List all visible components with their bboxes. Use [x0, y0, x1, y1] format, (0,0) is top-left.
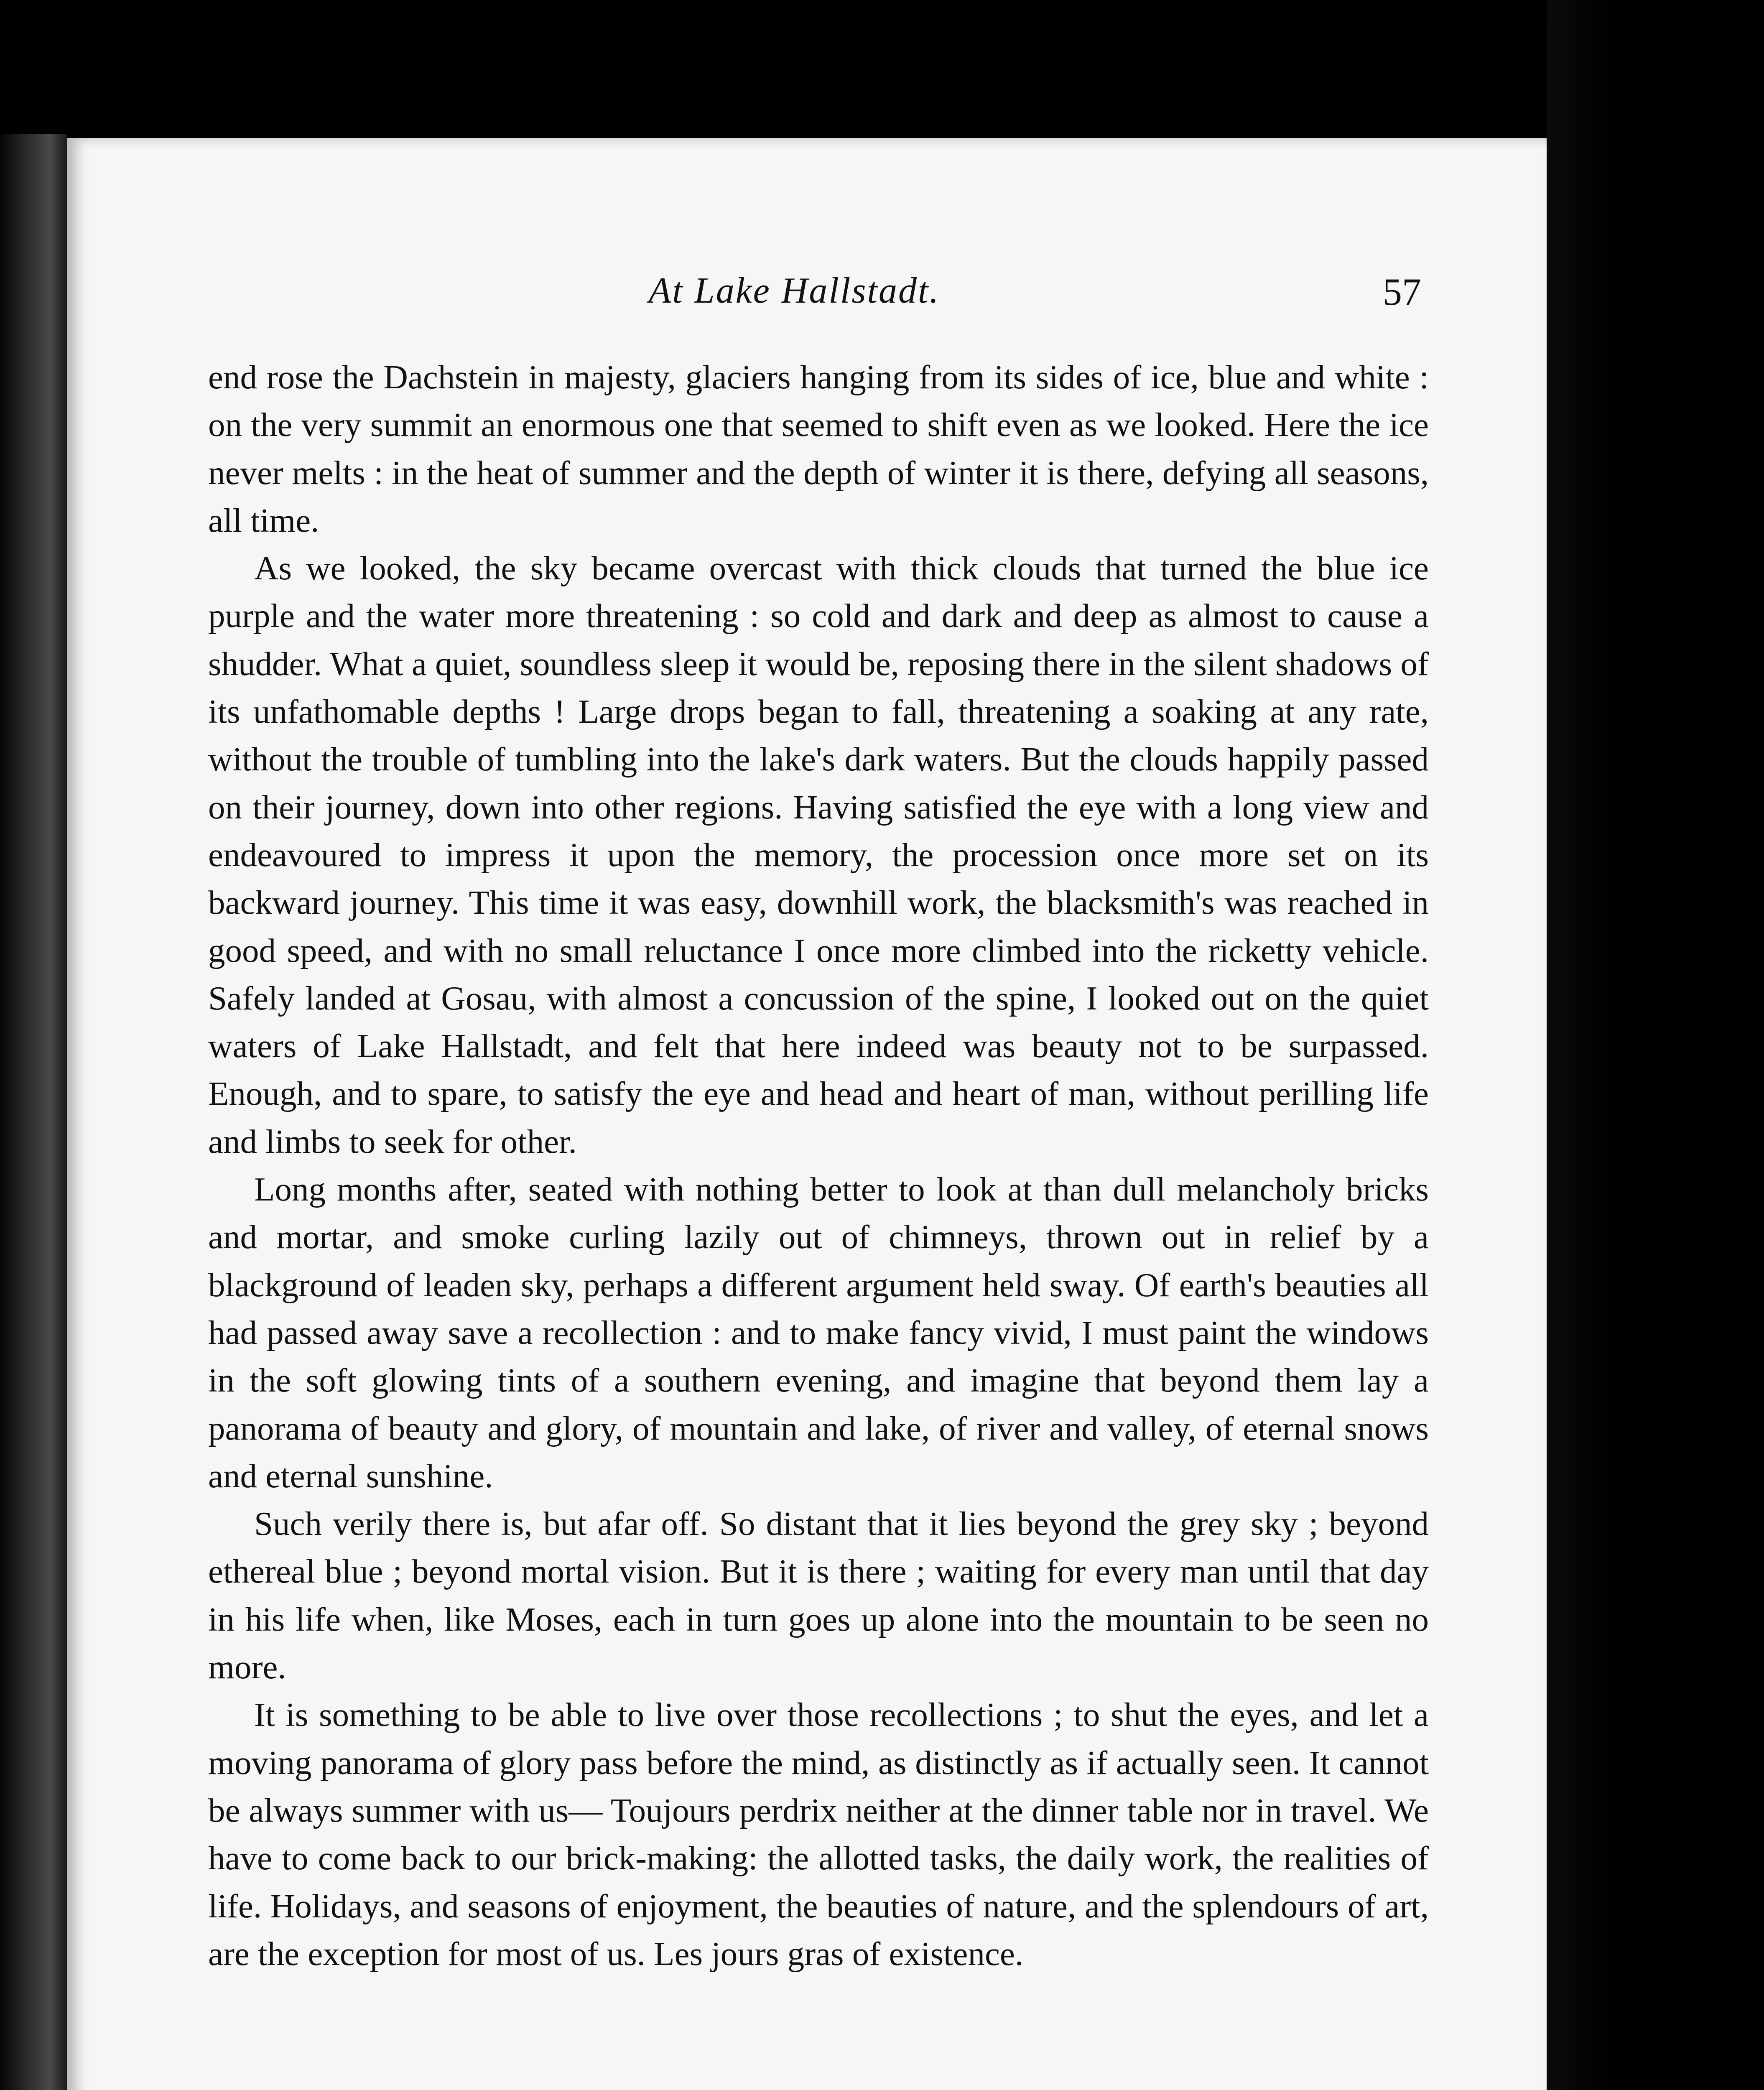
- paragraph: It is something to be able to live over those recollections ; to shut the eyes, and let a moving panorama of glory pass before the mind, as distinctly as if actually seen. It cannot be always summer with us— Toujours perdrix neither at the dinner table nor in travel. We have to come back to our brick-making: the allotted tasks, the daily work, the realities of life. Holidays, and seasons of enjoyment, the beauties of nature, and the splendours of art, are the exception for most of us. Les jours gras of existence.: [208, 1696, 1429, 1973]
- paragraph: Long months after, seated with nothing better to look at than dull melancholy bricks and mortar, and smoke curling lazily out of chimneys, thrown out in relief by a blackground of leaden sky, perhaps a different argument held sway. Of earth's beauties all had passed away save a recollection : and to make fancy vivid, I must paint the windows in the soft glowing tints of a southern evening, and imagine that beyond them lay a panorama of beauty and glory, of mountain and lake, of river and valley, of eternal snows and eternal sunshine.: [208, 1170, 1429, 1495]
- paragraph: Such verily there is, but afar off. So distant that it lies beyond the grey sky ; beyond ethereal blue ; beyond mortal vision. But it is there ; waiting for every man until that day in his life when, like Moses, each in turn goes up alone into the mountain to be seen no more.: [208, 1505, 1429, 1686]
- book-spine-edge: [0, 134, 67, 2090]
- book-right-edge-shadow: [1547, 0, 1764, 2090]
- paragraph: end rose the Dachstein in majesty, glaciers hanging from its sides of ice, blue and white : on the very summit an enormous one that seemed to shift even as we looked. Here the ice never melts : in the heat of summer and the depth of winter it is there, defying all seasons, all time.: [208, 358, 1429, 539]
- running-title: At Lake Hallstadt.: [648, 270, 940, 311]
- paragraph: As we looked, the sky became overcast with thick clouds that turned the blue ice purple and the water more threatening : so cold and dark and deep as almost to cause a shudder. What a quiet, soundless sleep it would be, reposing there in the silent shadows of its unfathomable depths ! Large drops began to fall, threatening a soaking at any rate, without the trouble of tumbling into the lake's dark waters. But the clouds happily passed on their journey, down into other regions. Having satisfied the eye with a long view and endeavoured to impress it upon the memory, the procession once more set on its backward journey. This time it was easy, downhill work, the blacksmith's was reached in good speed, and with no small reluctance I once more climbed into the ricketty vehicle. Safely landed at Gosau, with almost a concussion of the spine, I looked out on the quiet waters of Lake Hallstadt, and felt that here indeed was beauty not to be surpassed. Enough, and to spare, to satisfy the eye and head and heart of man, without perilling life and limbs to seek for other.: [208, 549, 1429, 1160]
- body-text: [208, 353, 1429, 1978]
- page-number: 57: [1383, 270, 1421, 313]
- running-header: [142, 270, 1446, 328]
